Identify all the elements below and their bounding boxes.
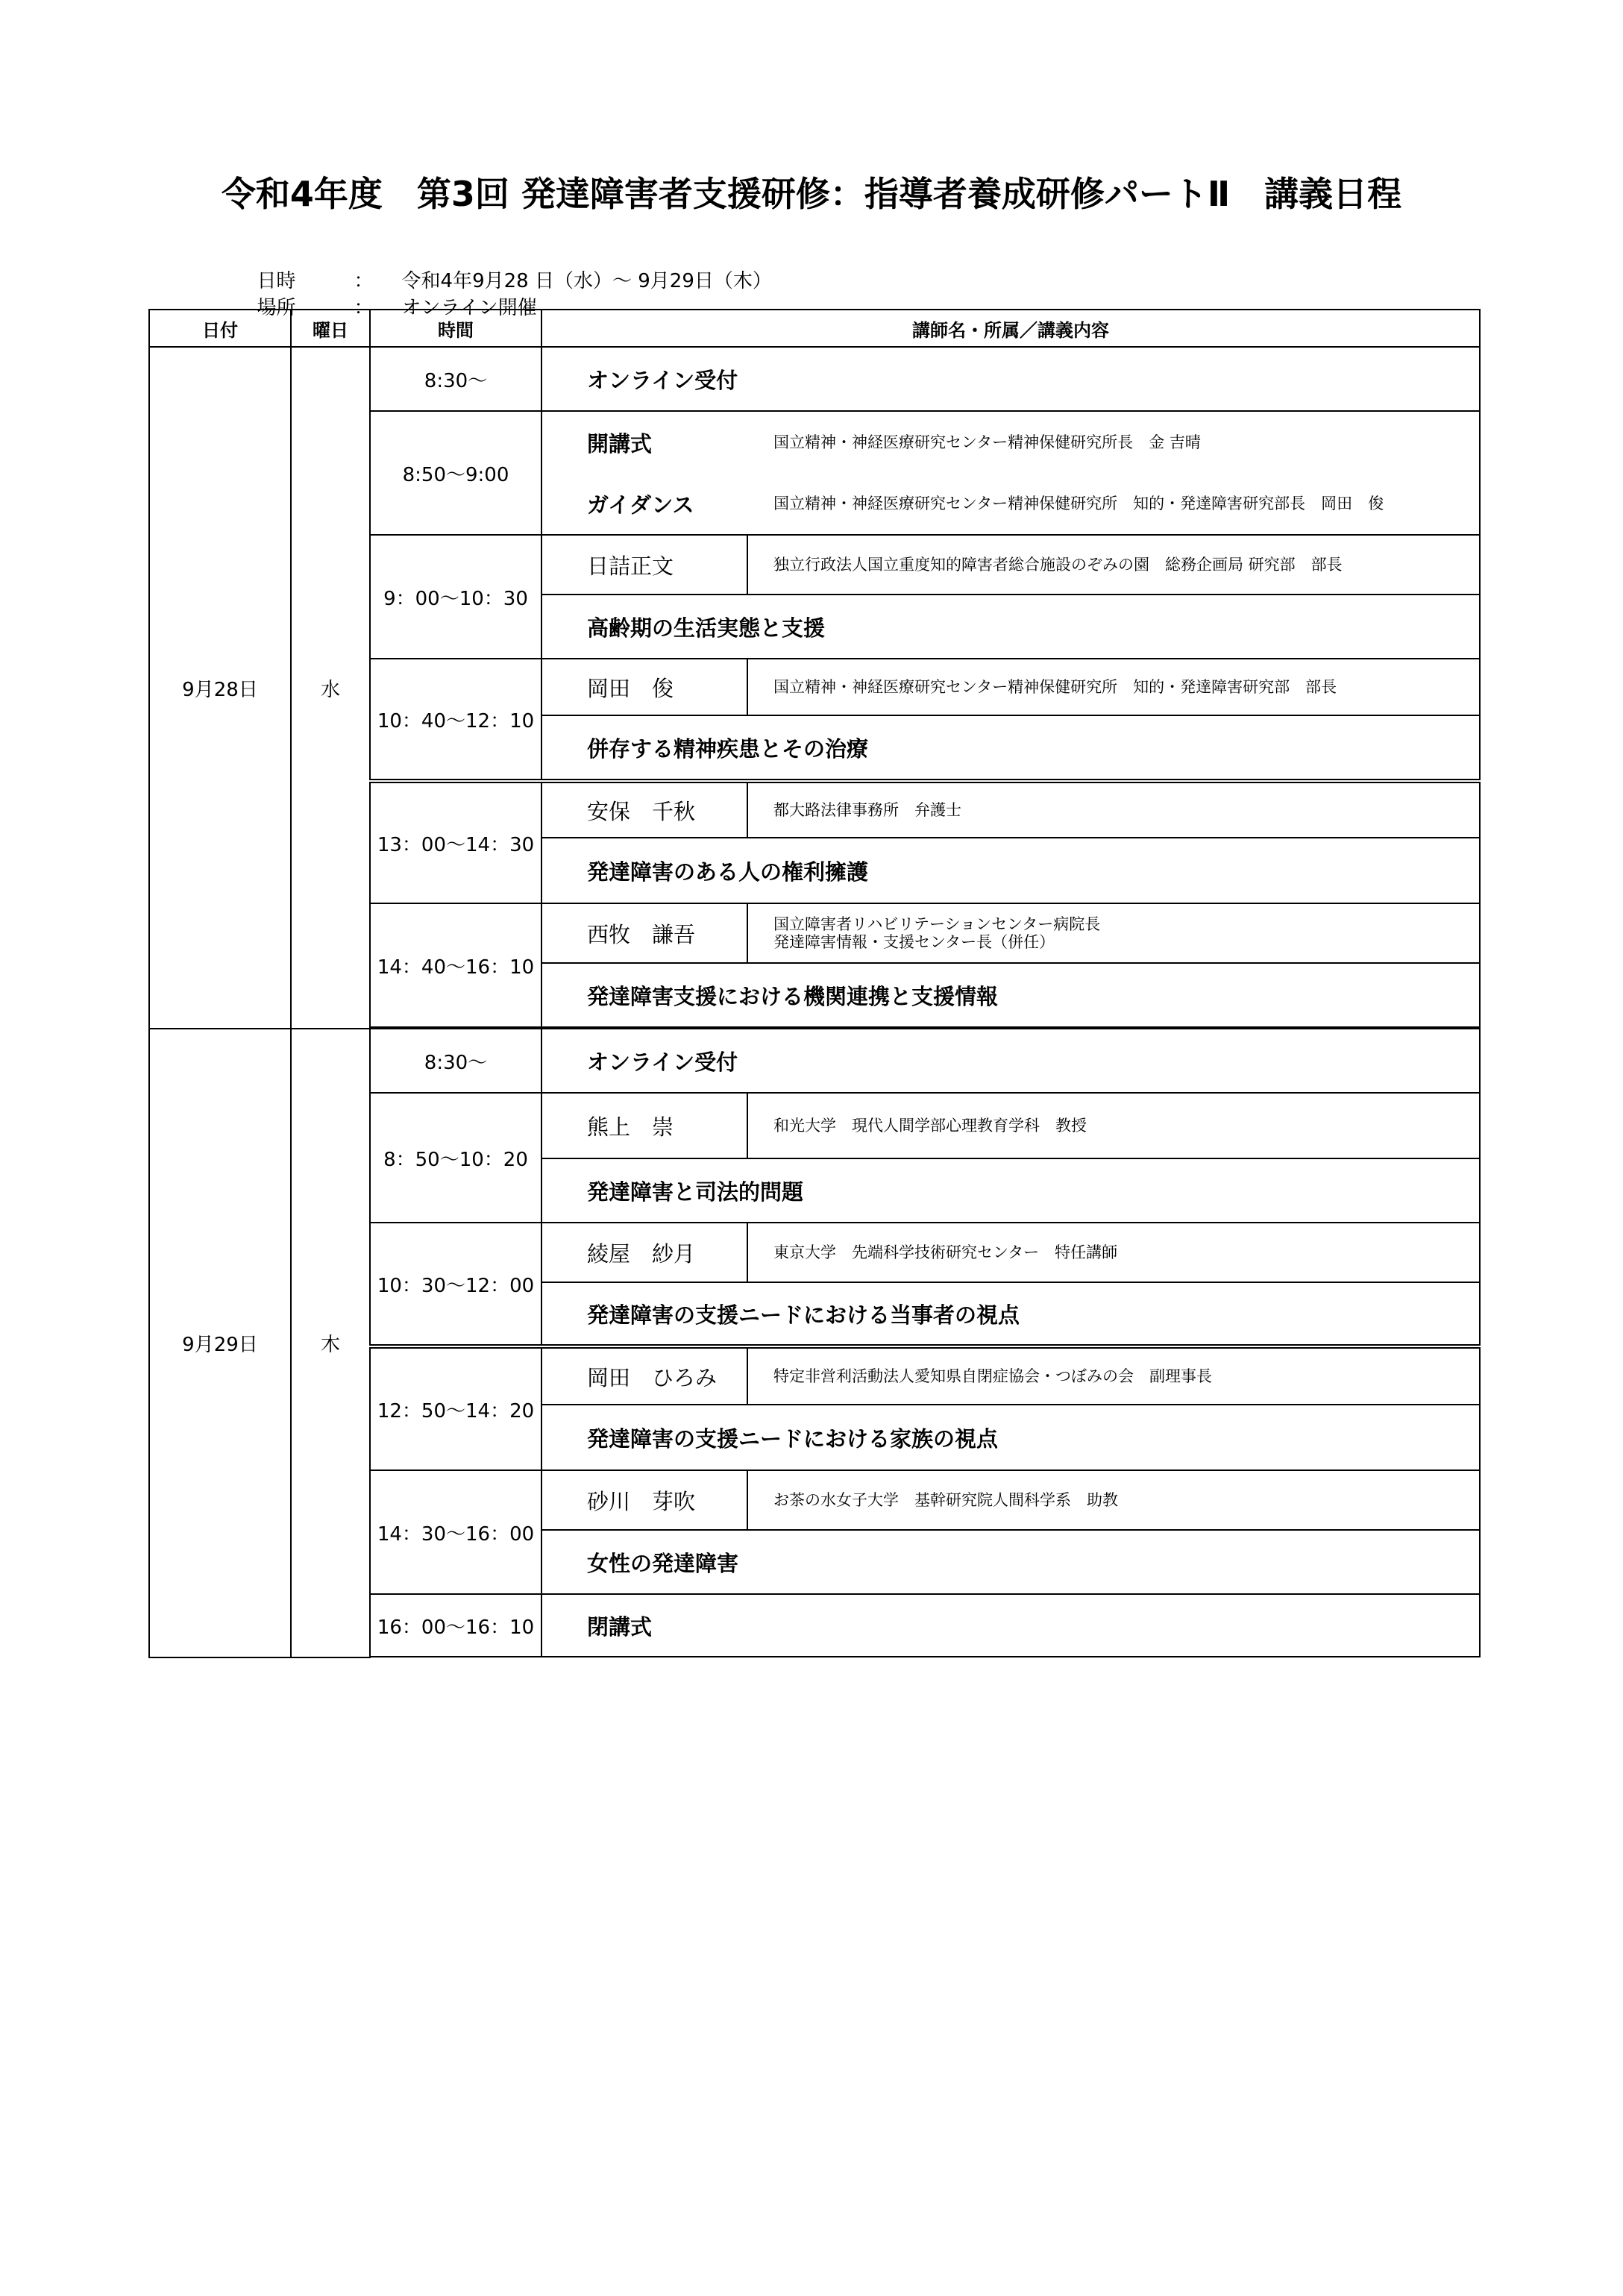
session-time: 14：30～16：00 [370, 1470, 541, 1594]
speaker-affiliation: 都大路法律事務所 弁護士 [773, 801, 961, 819]
speaker-affiliation: 特定非営利活動法人愛知県自閉症協会・つぼみの会 副理事長 [773, 1367, 1212, 1385]
speaker-name: 開講式 [587, 430, 653, 457]
speaker-name: 砂川 芽吹 [542, 1471, 748, 1529]
speaker-affiliation: 国立精神・神経医療研究センター精神保健研究所長 金 吉晴 [773, 433, 1201, 451]
session-time: 14：40～16：10 [370, 903, 541, 1027]
speaker-name: 岡田 俊 [542, 659, 748, 715]
speaker-name: 西牧 謙吾 [542, 904, 748, 962]
speaker-name: 岡田 ひろみ [542, 1349, 748, 1404]
table-row [149, 347, 1480, 411]
session-time: 8：50～10：20 [370, 1093, 541, 1223]
session-label: オンライン受付 [587, 1049, 738, 1075]
day1-date: 9月28日 [149, 347, 291, 1029]
lecture-topic: 発達障害の支援ニードにおける当事者の視点 [587, 1302, 1020, 1328]
day2-date: 9月29日 [149, 1029, 291, 1657]
speaker-name: 綾屋 紗月 [542, 1223, 748, 1282]
meta-colon: ： [354, 270, 374, 292]
table-header-row [149, 310, 1480, 347]
day2-dow: 木 [291, 1029, 370, 1657]
meta-colon: ： [354, 297, 374, 319]
speaker-affiliation: 東京大学 先端科学技術研究センター 特任講師 [773, 1243, 1118, 1261]
meta-place-label: 場所 [257, 297, 296, 319]
session-time: 9：00～10：30 [370, 535, 541, 659]
session-time: 8:30～ [370, 1029, 541, 1093]
header-dow: 曜日 [291, 310, 370, 347]
session-time: 8:50～9:00 [370, 411, 541, 535]
lecture-topic: 発達障害支援における機関連携と支援情報 [587, 983, 999, 1009]
session-time: 16：00～16：10 [370, 1594, 541, 1657]
meta-date-label: 日時 [257, 270, 296, 292]
header-time: 時間 [370, 310, 541, 347]
speaker-affiliation: 和光大学 現代人間学部心理教育学科 教授 [773, 1117, 1087, 1135]
lecture-topic: 女性の発達障害 [587, 1550, 739, 1576]
session-label: オンライン受付 [587, 367, 738, 393]
lecture-topic: 発達障害と司法的問題 [587, 1179, 804, 1205]
session-time: 8:30～ [370, 347, 541, 411]
speaker-affiliation: 独立行政法人国立重度知的障害者総合施設のぞみの園 総務企画局 研究部 部長 [773, 556, 1343, 574]
lecture-topic: 発達障害の支援ニードにおける家族の視点 [587, 1425, 999, 1452]
session-time: 12：50～14：20 [370, 1346, 541, 1470]
header-content: 講師名・所属／講義内容 [541, 310, 1480, 347]
meta-place-value: オンライン開催 [401, 297, 537, 319]
lecture-topic: 併存する精神疾患とその治療 [587, 735, 869, 762]
speaker-name: ガイダンス [587, 492, 694, 518]
session-time: 10：40～12：10 [370, 659, 541, 781]
speaker-affiliation: お茶の水女子大学 基幹研究院人間科学系 助教 [773, 1491, 1118, 1509]
speaker-affiliation: 国立障害者リハビリテーションセンター病院長 [773, 915, 1101, 933]
schedule-table [148, 309, 1481, 1658]
speaker-affiliation: 国立精神・神経医療研究センター精神保健研究所 知的・発達障害研究部長 岡田 俊 [773, 495, 1384, 512]
speaker-affiliation: 国立精神・神経医療研究センター精神保健研究所 知的・発達障害研究部 部長 [773, 678, 1337, 696]
speaker-name: 熊上 崇 [542, 1094, 748, 1158]
lecture-topic: 発達障害のある人の権利擁護 [587, 859, 869, 885]
page-title: 令和4年度 第3回 発達障害者支援研修：指導者養成研修パートⅡ 講義日程 [221, 174, 1402, 214]
speaker-affiliation: 発達障害情報・支援センター長（併任） [773, 933, 1055, 951]
session-label: 閉講式 [587, 1613, 653, 1640]
session-time: 13：00～14：30 [370, 781, 541, 903]
lecture-topic: 高齢期の生活実態と支援 [587, 615, 826, 641]
speaker-name: 安保 千秋 [542, 783, 748, 837]
meta-date-value: 令和4年9月28 日（水）～ 9月29日（木） [401, 270, 772, 292]
header-date: 日付 [149, 310, 291, 347]
table-row [149, 1029, 1480, 1093]
day1-dow: 水 [291, 347, 370, 1029]
speaker-name: 日詰正文 [542, 536, 748, 594]
session-time: 10：30～12：00 [370, 1223, 541, 1346]
